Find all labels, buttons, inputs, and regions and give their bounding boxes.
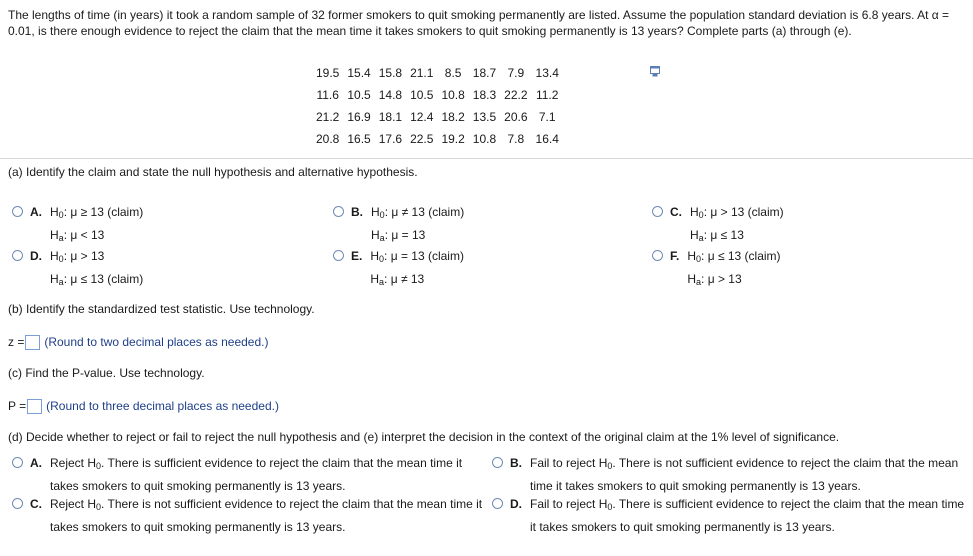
h0-sub: 0 [379, 210, 385, 220]
h0-sub: 0 [607, 502, 613, 512]
data-cell: 20.8 [316, 132, 340, 146]
data-cell: 21.2 [316, 110, 340, 124]
h0-sub: 0 [607, 461, 613, 471]
option-letter: C. [30, 497, 42, 511]
data-cell: 15.8 [378, 66, 403, 80]
option-c[interactable] [652, 202, 784, 248]
decision-text: . There is not sufficient evidence to reject the claim that the mean time it takes smokers to quit smoking permanently is 13 years. [530, 456, 959, 493]
ha-sub: a [698, 233, 704, 243]
data-cell: 18.2 [441, 110, 465, 124]
data-cell: 8.5 [444, 66, 462, 80]
h-label: H [687, 272, 697, 286]
ha-sub: a [58, 233, 64, 243]
decision-option-b[interactable] [492, 453, 970, 496]
ha-sub: a [379, 277, 385, 287]
option-e[interactable] [333, 246, 464, 292]
option-letter: B. [351, 205, 363, 219]
alt-hypothesis: : μ = 13 [384, 228, 426, 242]
data-cell: 15.4 [347, 66, 371, 80]
null-hypothesis: : μ ≠ 13 (claim) [384, 205, 465, 219]
alt-hypothesis: : μ ≠ 13 [384, 272, 425, 286]
ha-sub: a [696, 277, 702, 287]
p-input[interactable] [27, 399, 42, 414]
decision-text: . There is not sufficient evidence to reject the claim that the mean time it takes smokers to quit smoking permanently is 13 years. [50, 497, 483, 534]
null-hypothesis: : μ > 13 (claim) [703, 205, 784, 219]
option-d[interactable] [12, 246, 143, 292]
option-f[interactable] [652, 246, 781, 292]
h-label: H [690, 205, 699, 219]
decision-verb: Fail to reject H [530, 456, 608, 470]
null-hypothesis: : μ = 13 (claim) [384, 249, 464, 263]
option-a[interactable] [12, 202, 143, 248]
p-label: P = [8, 399, 27, 413]
radio-button[interactable] [333, 250, 344, 261]
table-row [312, 128, 563, 150]
data-cell: 17.6 [378, 132, 403, 146]
data-cell: 19.2 [441, 132, 465, 146]
h0-sub: 0 [58, 210, 64, 220]
h-label: H [50, 272, 59, 286]
decision-option-a[interactable] [12, 453, 470, 496]
table-row [312, 62, 563, 84]
data-cell: 14.8 [378, 88, 403, 102]
radio-button[interactable] [12, 250, 23, 261]
option-letter: B. [510, 456, 522, 470]
option-letter: D. [30, 249, 42, 263]
z-label: z = [8, 335, 25, 349]
radio-button[interactable] [652, 206, 663, 217]
ha-sub: a [379, 233, 385, 243]
decision-text: . There is sufficient evidence to reject the claim that the mean time it takes smokers to quit smoking permanently is 13 years. [530, 497, 965, 534]
decision-verb: Reject H [50, 497, 97, 511]
alt-hypothesis: : μ ≤ 13 [703, 228, 744, 242]
radio-button[interactable] [652, 250, 663, 261]
data-cell: 7.1 [538, 110, 556, 124]
radio-button[interactable] [492, 457, 503, 468]
part-c-prompt: (c) Find the P-value. Use technology. [8, 366, 205, 380]
radio-button[interactable] [333, 206, 344, 217]
h0-sub: 0 [96, 461, 102, 471]
radio-button[interactable] [12, 498, 23, 509]
data-cell: 18.3 [472, 88, 497, 102]
h0-sub: 0 [379, 254, 385, 264]
null-hypothesis: : μ > 13 [63, 249, 105, 263]
decision-option-c[interactable] [12, 494, 490, 537]
h-label: H [50, 249, 59, 263]
option-letter: A. [30, 456, 42, 470]
option-letter: D. [510, 497, 522, 511]
h0-sub: 0 [96, 502, 102, 512]
part-d-prompt: (d) Decide whether to reject or fail to reject the null hypothesis and (e) interpret the decision in the context of the original claim at the 1% level of significance. [8, 430, 840, 444]
data-cell: 11.6 [316, 88, 339, 102]
data-cell: 7.9 [507, 66, 525, 80]
h-label: H [50, 205, 59, 219]
z-answer-row [8, 333, 268, 351]
data-cell: 10.5 [347, 88, 371, 102]
h-label: H [687, 249, 697, 263]
data-cell: 22.2 [504, 88, 528, 102]
data-cell: 12.4 [410, 110, 434, 124]
data-cell: 10.8 [472, 132, 497, 146]
data-cell: 10.8 [441, 88, 465, 102]
part-a-prompt: (a) Identify the claim and state the null hypothesis and alternative hypothesis. [8, 165, 418, 179]
alt-hypothesis: : μ < 13 [63, 228, 105, 242]
problem-statement: The lengths of time (in years) it took a random sample of 32 former smokers to quit smoking permanently are listed. Assume the population standard deviation is 6.8 years. At α = 0.01, is there enough evidence to reject the claim that the mean time it takes smokers to quit smoking permanently is 13 years? Complete parts (a) through (e). [8, 8, 950, 38]
decision-verb: Fail to reject H [530, 497, 608, 511]
h-label: H [370, 272, 380, 286]
null-hypothesis: : μ ≤ 13 (claim) [701, 249, 781, 263]
null-hypothesis: : μ ≥ 13 (claim) [63, 205, 144, 219]
data-cell: 18.7 [472, 66, 497, 80]
data-cell: 13.5 [472, 110, 497, 124]
z-rounding-hint: (Round to two decimal places as needed.) [44, 335, 269, 349]
table-row [312, 84, 563, 106]
data-cell: 18.1 [378, 110, 403, 124]
z-input[interactable] [25, 335, 40, 350]
radio-button[interactable] [12, 206, 23, 217]
h-label: H [371, 205, 380, 219]
h-label: H [50, 228, 59, 242]
radio-button[interactable] [492, 498, 503, 509]
ha-sub: a [58, 277, 64, 287]
data-cell: 11.2 [535, 88, 559, 102]
data-cell: 16.9 [347, 110, 371, 124]
option-letter: F. [670, 249, 680, 263]
radio-button[interactable] [12, 457, 23, 468]
option-letter: E. [351, 249, 363, 263]
data-cell: 22.5 [410, 132, 434, 146]
data-table [312, 62, 563, 150]
p-rounding-hint: (Round to three decimal places as needed.) [46, 399, 279, 413]
option-b[interactable] [333, 202, 464, 248]
data-cell: 16.4 [535, 132, 559, 146]
alt-hypothesis: : μ > 13 [701, 272, 742, 286]
data-cell: 16.5 [347, 132, 371, 146]
data-cell: 7.8 [507, 132, 525, 146]
part-b-prompt: (b) Identify the standardized test statistic. Use technology. [8, 302, 315, 316]
alt-hypothesis: : μ ≤ 13 (claim) [63, 272, 144, 286]
h0-sub: 0 [58, 254, 64, 264]
decision-option-d[interactable] [492, 494, 970, 537]
h0-sub: 0 [698, 210, 704, 220]
table-row [312, 106, 563, 128]
decision-verb: Reject H [50, 456, 97, 470]
data-cell: 20.6 [504, 110, 528, 124]
option-letter: A. [30, 205, 42, 219]
copy-data-icon[interactable] [650, 66, 660, 77]
decision-text: . There is sufficient evidence to reject the claim that the mean time it takes smokers to quit smoking permanently is 13 years. [50, 456, 463, 493]
data-cell: 19.5 [316, 66, 340, 80]
data-cell: 13.4 [535, 66, 559, 80]
h0-sub: 0 [696, 254, 702, 264]
data-cell: 10.5 [410, 88, 434, 102]
h-label: H [690, 228, 699, 242]
h-label: H [371, 228, 380, 242]
p-answer-row [8, 397, 279, 415]
data-cell: 21.1 [410, 66, 434, 80]
section-divider [0, 158, 973, 159]
option-letter: C. [670, 205, 682, 219]
h-label: H [370, 249, 380, 263]
